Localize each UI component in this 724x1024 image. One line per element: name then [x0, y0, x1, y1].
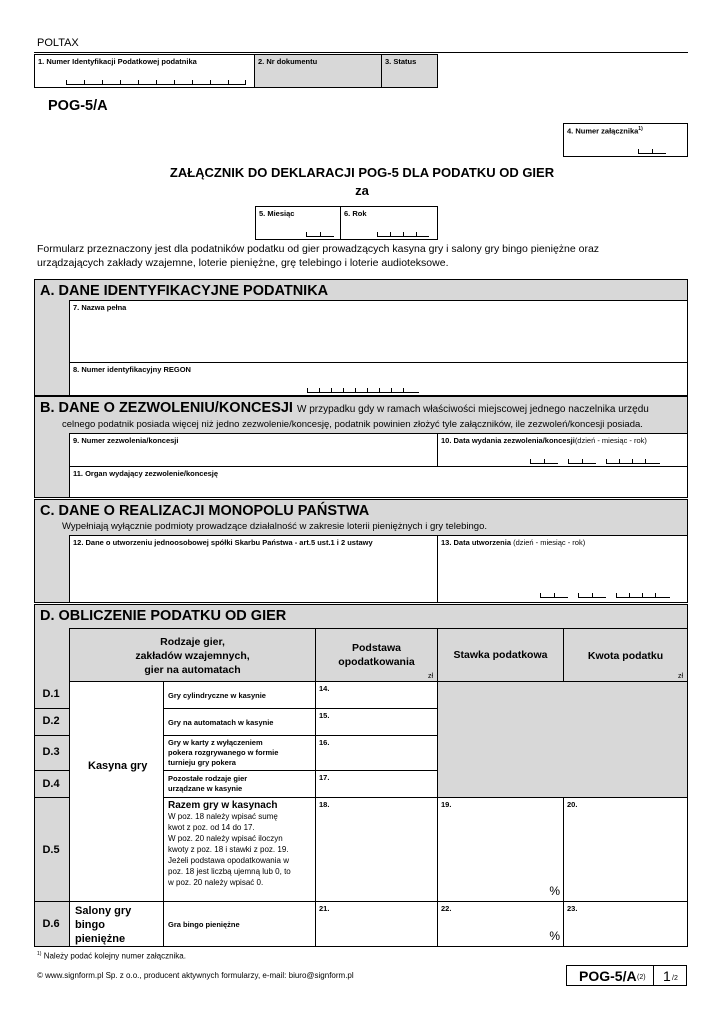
field-22[interactable]: 22. % — [437, 901, 564, 947]
section-c-note: Wypełniają wyłącznie podmioty prowadzące działalność w zakresie loterii pieniężnych i gry telebingo. — [62, 521, 487, 532]
game-d3: Gry w karty z wyłączeniem pokera rozgrywanego w formie turnieju gry pokera — [163, 735, 316, 771]
page-number: 1 /2 — [653, 965, 687, 986]
col-header-amount: Kwota podatku zł — [563, 628, 688, 682]
attachment-number-field[interactable]: 4. Numer załącznika$^{1)}$ — [563, 123, 688, 157]
permit-date-field[interactable]: 10. Data wydania zezwolenia/koncesji(dzień - miesiąc - rok) — [437, 433, 688, 467]
section-b-note: celnego podatnik posiada więcej niż jedno zezwolenie/koncesję, podatnik powinien złożyć tyle załączników, ile zezwoleń/koncesji posiada. — [62, 419, 643, 430]
field-21[interactable]: 21. — [315, 901, 438, 947]
document-number-field: 2. Nr dokumentu — [254, 54, 382, 88]
creation-date-field[interactable]: 13. Data utworzenia (dzień - miesiąc - rok) — [437, 535, 688, 603]
group-casino: Kasyna gry — [69, 681, 164, 902]
row-code-d5: D.5 — [42, 844, 60, 856]
row-code-d2: D.2 — [42, 715, 60, 727]
month-field[interactable]: 5. Miesiąc — [255, 206, 341, 240]
field-19[interactable]: 19. % — [437, 797, 564, 902]
nip-field[interactable]: 1. Numer Identyfikacji Podatkowej podatnika — [34, 54, 255, 88]
game-d6: Gra bingo pieniężne — [163, 901, 316, 947]
intro-text-1: Formularz przeznaczony jest dla podatników podatku od gier prowadzących kasyna gry i salony gry bingo pieniężne oraz — [37, 243, 600, 255]
year-field[interactable]: 6. Rok — [340, 206, 438, 240]
game-d4: Pozostałe rodzaje gier urządzane w kasynie — [163, 770, 316, 798]
regon-field[interactable]: 8. Numer identyfikacyjny REGON — [69, 362, 688, 396]
rate-amount-disabled — [437, 681, 688, 798]
state-company-field[interactable]: 12. Dane o utworzeniu jednoosobowej spółki Skarbu Państwa - art.5 ust.1 i 2 ustawy — [69, 535, 438, 603]
section-d-title: D. OBLICZENIE PODATKU OD GIER — [40, 608, 287, 624]
form-code: POG-5/A — [48, 98, 108, 114]
col-header-base: Podstawa opodatkowania zł — [315, 628, 438, 682]
permit-issuer-field[interactable]: 11. Organ wydający zezwolenie/koncesję — [69, 466, 688, 498]
field-16[interactable]: 16. — [315, 735, 438, 771]
field-20[interactable]: 20. — [563, 797, 688, 902]
form-title-za: za — [355, 183, 369, 198]
section-c-title: C. DANE O REALIZACJI MONOPOLU PAŃSTWA — [40, 503, 370, 519]
field-15[interactable]: 15. — [315, 708, 438, 736]
group-bingo: Salony gry bingo pieniężne — [69, 901, 164, 947]
field-23[interactable]: 23. — [563, 901, 688, 947]
poltax-label: POLTAX — [37, 37, 79, 49]
status-field: 3. Status — [381, 54, 438, 88]
game-d5: Razem gry w kasynach W poz. 18 należy wpisać sumę kwot z poz. od 14 do 17. W poz. 20 należy wpisać iloczyn kwoty z poz. 18 i stawki z poz. 19. Jeżeli podstawa opodatkowania w poz. 18 jest liczbą ujemną lub 0, to w poz. 20 należy wpisać 0. — [163, 797, 316, 902]
row-code-d6: D.6 — [42, 918, 60, 930]
form-title: ZAŁĄCZNIK DO DEKLARACJI POG-5 DLA PODATKU OD GIER — [169, 165, 555, 180]
copyright: © www.signform.pl Sp. z o.o., producent aktywnych formularzy, e-mail: biuro@signform.pl — [37, 971, 354, 980]
row-code-d4: D.4 — [42, 778, 60, 790]
header-rule — [34, 52, 688, 53]
game-d2: Gry na automatach w kasynie — [163, 708, 316, 736]
section-a-title: A. DANE IDENTYFIKACYJNE PODATNIKA — [40, 283, 329, 299]
nip-comb — [66, 80, 246, 85]
full-name-field[interactable]: 7. Nazwa pełna — [69, 300, 688, 363]
field-17[interactable]: 17. — [315, 770, 438, 798]
footnote: $^{1)}$ Należy podać kolejny numer załącznika. — [37, 951, 186, 961]
col-header-games: Rodzaje gier, zakładów wzajemnych, gier na automatach — [69, 628, 316, 682]
field-18[interactable]: 18. — [315, 797, 438, 902]
col-header-rate: Stawka podatkowa — [437, 628, 564, 682]
field-14[interactable]: 14. — [315, 681, 438, 709]
game-d1: Gry cylindryczne w kasynie — [163, 681, 316, 709]
row-code-d1: D.1 — [42, 688, 60, 700]
permit-number-field[interactable]: 9. Numer zezwolenia/koncesji — [69, 433, 438, 467]
section-b-title: B. DANE O ZEZWOLENIU/KONCESJI W przypadku gdy w ramach właściwości miejscowej jednego naczelnika urzędu — [40, 400, 649, 416]
footer-form-code: POG-5/A (2) — [566, 965, 654, 986]
intro-text-2: urządzających zakłady wzajemne, loterie pieniężne, grę telebingo i loterie audioteksowe. — [37, 257, 449, 269]
row-code-d3: D.3 — [42, 746, 60, 758]
